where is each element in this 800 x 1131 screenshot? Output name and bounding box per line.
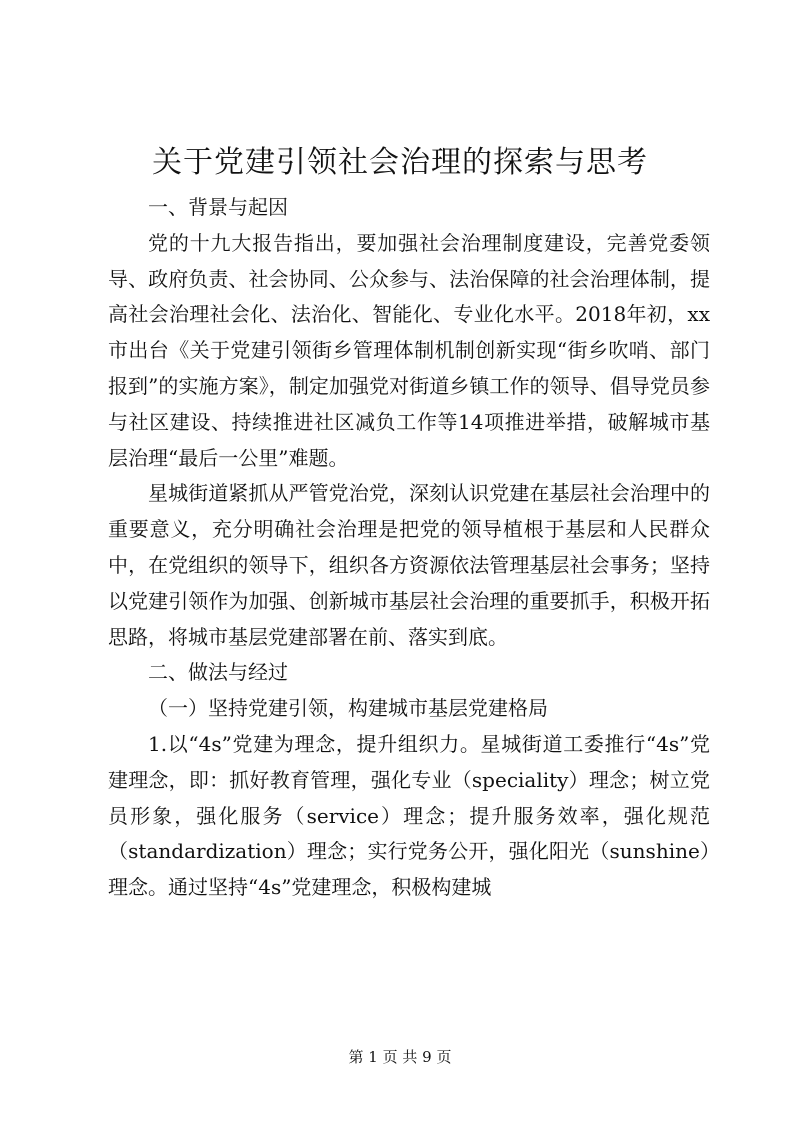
section-heading-practice: 二、做法与经过: [148, 660, 288, 685]
page-footer: 第 1 页 共 9 页: [348, 1048, 452, 1066]
page-title: 关于党建引领社会治理的探索与思考: [152, 145, 648, 180]
paragraph-xingcheng-street: 星城街道紧抓从严管党治党，深刻认识党建在基层社会治理中的重要意义，充分明确社会治理是把党的领导植根于基层和人民群众中，在党组织的领导下，组织各方资源依法管理基层社会事务；坚持以党建引领作为加强、创新城市基层社会治理的重要抓手，积极开拓思路，将城市基层党建部署在前、落实到底。: [108, 481, 710, 649]
document-body: [108, 190, 710, 906]
paragraph-nineteenth-congress: 党的十九大报告指出，要加强社会治理制度建设，完善党委领导、政府负责、社会协同、公众参与、法治保障的社会治理体制，提高社会治理社会化、法治化、智能化、专业化水平。2018年初，xx市出台《关于党建引领街乡管理体制机制创新实现“街乡吹哨、部门报到”的实施方案》，制定加强党对街道乡镇工作的领导、倡导党员参与社区建设、持续推进社区减负工作等14项推进举措，破解城市基层治理“最后一公里”难题。: [108, 230, 710, 470]
section-heading-background: 一、背景与起因: [148, 195, 288, 219]
paragraph-4s-concept: 1.以“4s”党建为理念，提升组织力。星城街道工委推行“4s”党建理念，即：抓好教育管理，强化专业（speciality）理念；树立党员形象，强化服务（service）理念；提升服务效率，强化规范（standardization）理念；实行党务公开，强化阳光（sunshine）理念。通过坚持“4s”党建理念，积极构建城: [108, 731, 710, 900]
subsection-heading-party-building: （一）坚持党建引领，构建城市基层党建格局: [148, 696, 548, 721]
